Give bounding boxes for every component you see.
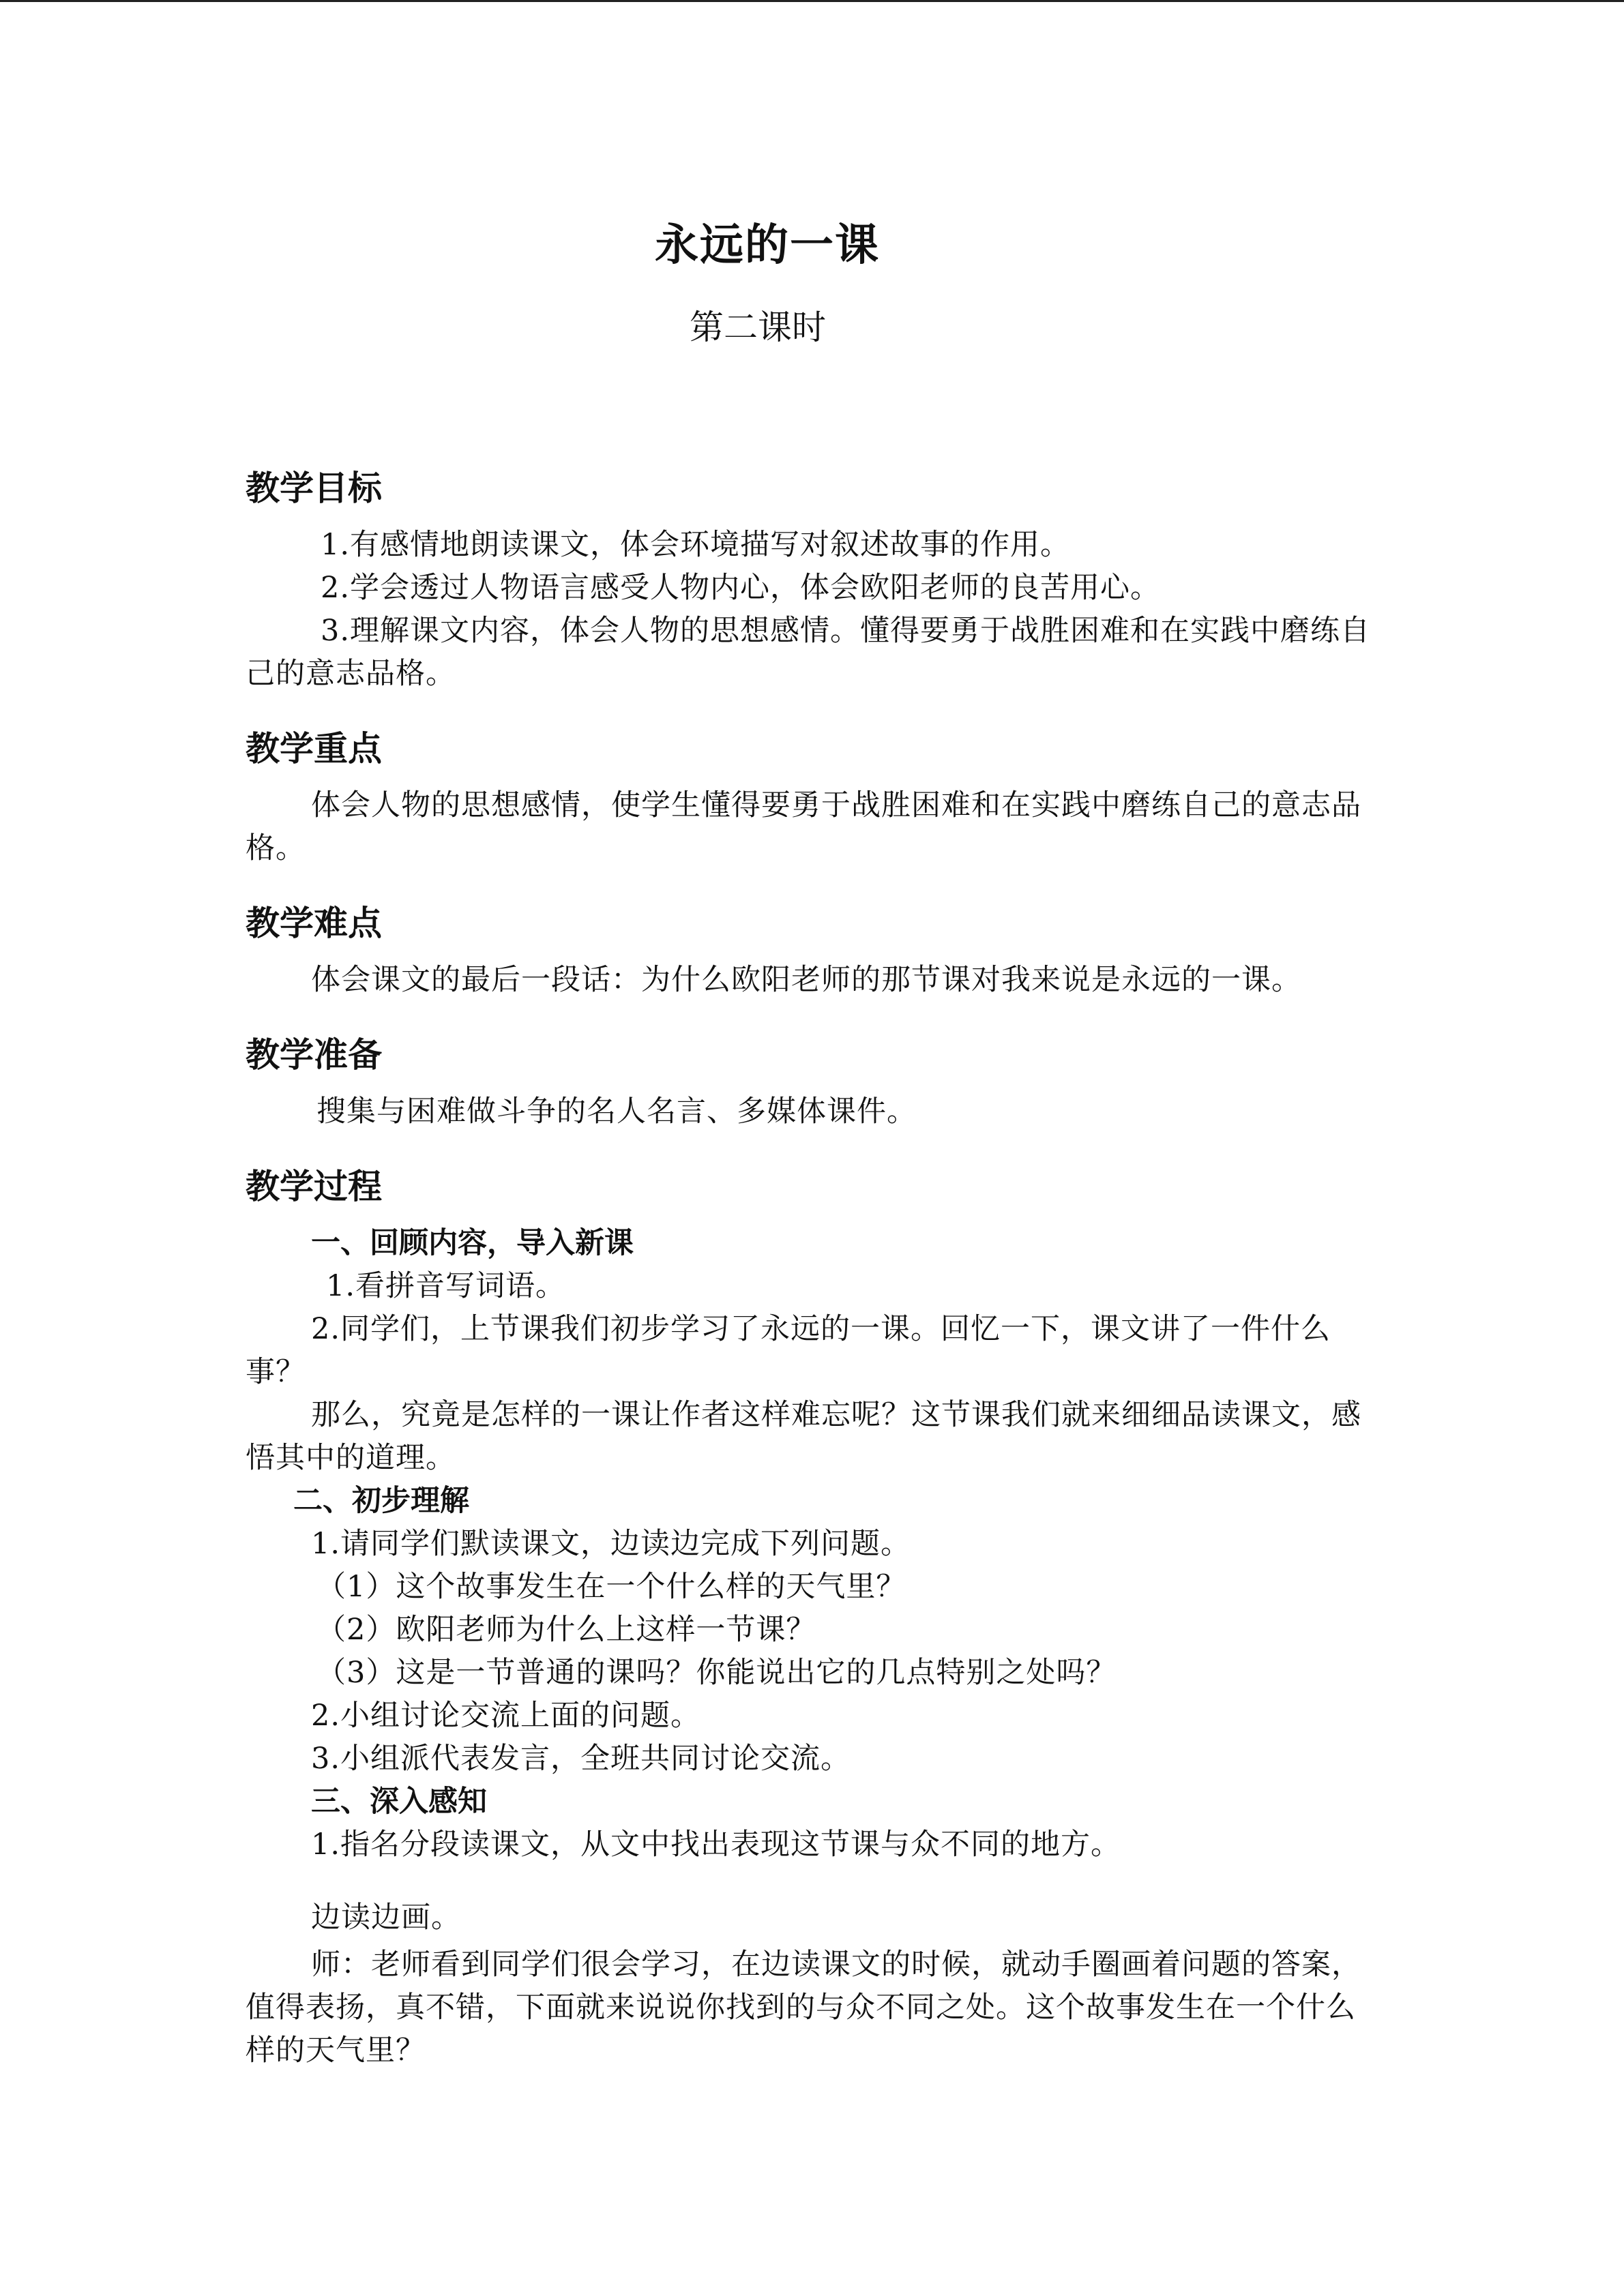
section2-question-2: （2）欧阳老师为什么上这样一节课？: [316, 1613, 816, 1647]
document-body: [246, 464, 1378, 2072]
preparation-text: 搜集与困难做斗争的名人名言、多媒体课件。: [316, 1094, 917, 1129]
document-subtitle: 第二课时: [690, 308, 826, 347]
section2-item-2: 2.小组讨论交流上面的问题。: [311, 1699, 701, 1733]
section3-item-1: 1.指名分段读课文，从文中找出表现这节课与众不同的地方。: [311, 1828, 1121, 1862]
key-points-text: 体会人物的思想感情，使学生懂得要勇于战胜困难和在实践中磨练自己的意志品格。: [246, 788, 1361, 865]
section3-item-3: 师：老师看到同学们很会学习，在边读课文的时候，就动手圈画着问题的答案，值得表扬，真不错，下面就来说说你找到的与众不同之处。这个故事发生在一个什么样的天气里？: [246, 1948, 1361, 2068]
difficulties-text: 体会课文的最后一段话：为什么欧阳老师的那节课对我来说是永远的一课。: [311, 963, 1301, 997]
objective-item-2: 2.学会透过人物语言感受人物内心，体会欧阳老师的良苦用心。: [321, 571, 1161, 605]
difficulties-heading: 教学难点: [246, 904, 382, 943]
section3-item-2: 边读边画。: [311, 1900, 461, 1935]
section1-item-3: 那么，究竟是怎样的一课让作者这样难忘呢？这节课我们就来细细品读课文，感悟其中的道理。: [246, 1398, 1361, 1475]
objective-item-3: 3.理解课文内容，体会人物的思想感情。懂得要勇于战胜困难和在实践中磨练自己的意志品格。: [246, 614, 1371, 691]
objective-item-1: 1.有感情地朗读课文，体会环境描写对叙述故事的作用。: [321, 528, 1071, 562]
section3-title: 三、深入感知: [311, 1785, 487, 1819]
section1-item-1: 1.看拼音写词语。: [326, 1269, 566, 1303]
section1-item-2: 2.同学们，上节课我们初步学习了永远的一课。回忆一下，课文讲了一件什么事？: [246, 1312, 1331, 1389]
section2-item-3: 3.小组派代表发言，全班共同讨论交流。: [311, 1742, 851, 1776]
section1-title: 一、回顾内容，导入新课: [311, 1226, 634, 1260]
section2-title: 二、初步理解: [293, 1484, 469, 1518]
paragraph-spacer: [246, 1866, 1378, 1896]
top-border-line: [0, 0, 1624, 2]
objectives-heading: 教学目标: [246, 468, 382, 508]
preparation-heading: 教学准备: [246, 1035, 382, 1075]
key-points-heading: 教学重点: [246, 729, 382, 769]
section2-question-1: （1）这个故事发生在一个什么样的天气里？: [316, 1570, 906, 1604]
section2-question-3: （3）这是一节普通的课吗？你能说出它的几点特别之处吗？: [316, 1656, 1117, 1690]
document-title: 永远的一课: [655, 220, 880, 271]
section2-intro: 1.请同学们默读课文，边读边完成下列问题。: [311, 1527, 911, 1561]
process-heading: 教学过程: [246, 1167, 382, 1206]
